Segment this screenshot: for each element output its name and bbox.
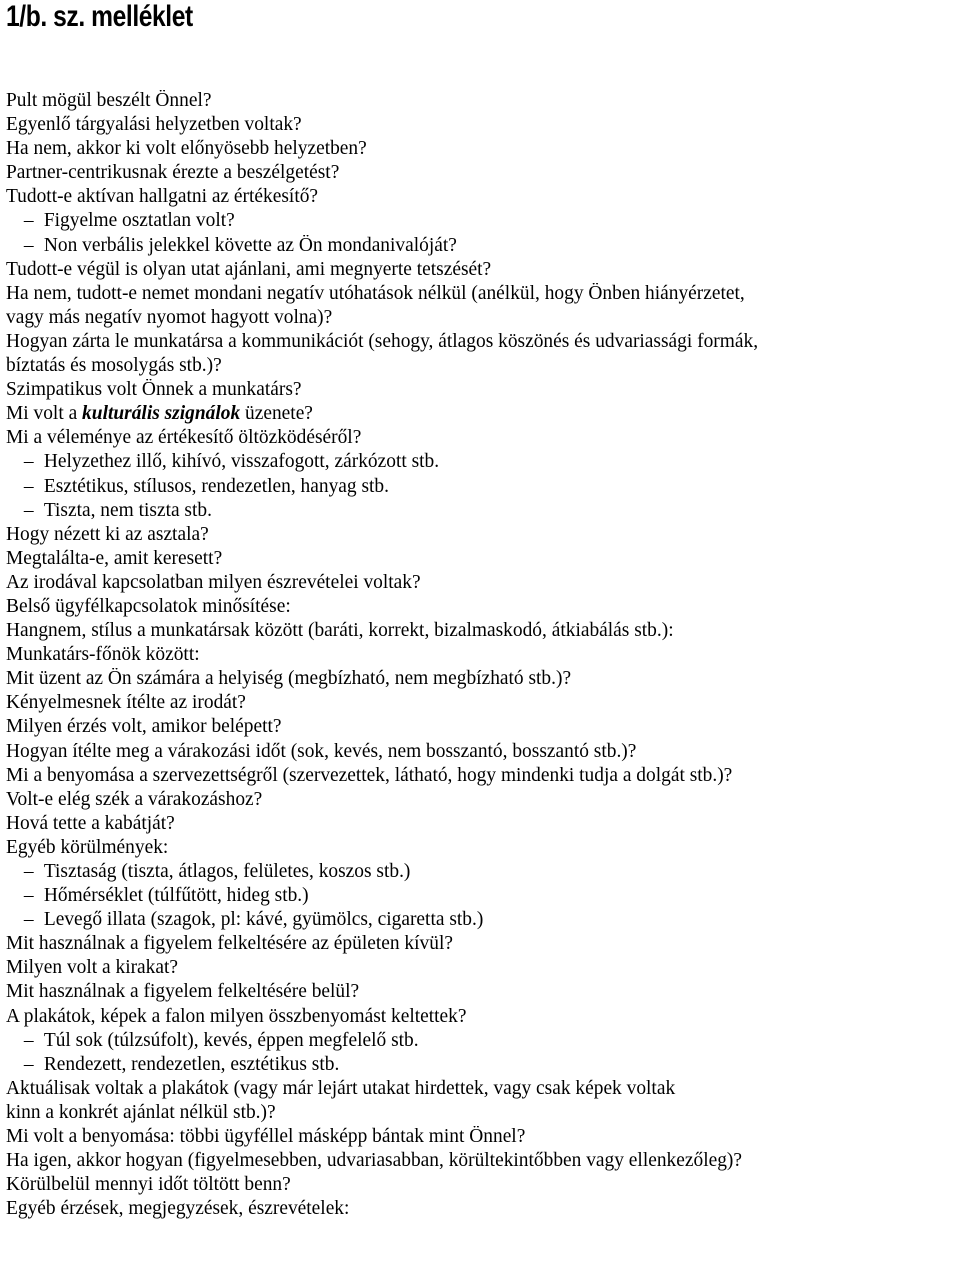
dash-bullet: – bbox=[23, 1029, 34, 1051]
dash-bullet: – bbox=[23, 234, 34, 256]
line-text: Milyen volt a kirakat? bbox=[6, 957, 179, 979]
line-text: Tudott-e aktívan hallgatni az értékesítő? bbox=[6, 186, 319, 208]
line-text: Ha igen, akkor hogyan (figyelmesebben, udvariasabban, körültekintőbben vagy ellenkezőleg)? bbox=[6, 1150, 743, 1172]
dash-bullet: – bbox=[23, 861, 34, 882]
emphasized-term: kulturális szignálok bbox=[82, 403, 241, 425]
sub-item-line bbox=[6, 209, 956, 233]
sub-item-line bbox=[6, 908, 956, 932]
question-line bbox=[6, 113, 956, 137]
line-text: Belső ügyfélkapcsolatok minősítése: bbox=[6, 595, 291, 617]
line-text: Egyenlő tárgyalási helyzetben voltak? bbox=[6, 114, 302, 136]
line-text: kinn a konkrét ajánlat nélkül stb.)? bbox=[6, 1101, 276, 1123]
line-text: Hőmérséklet (túlfűtött, hideg stb.) bbox=[43, 885, 309, 907]
question-line bbox=[6, 667, 956, 691]
sub-item-line bbox=[6, 234, 956, 258]
line-text: Rendezett, rendezetlen, esztétikus stb. bbox=[43, 1053, 340, 1075]
line-text: A plakátok, képek a falon milyen összbenyomást keltettek? bbox=[6, 1005, 467, 1027]
line-text: Non verbális jelekkel követte az Ön mondanivalóját? bbox=[43, 234, 457, 256]
line-text: Munkatárs-főnök között: bbox=[6, 644, 200, 666]
question-line bbox=[6, 764, 956, 788]
line-text: Hová tette a kabátját? bbox=[6, 812, 175, 834]
question-line bbox=[6, 378, 956, 402]
line-text: Levegő illata (szagok, pl: kávé, gyümölcs, cigaretta stb.) bbox=[43, 909, 484, 931]
line-text: Kényelmesnek ítélte az irodát? bbox=[6, 692, 246, 714]
question-line bbox=[6, 788, 956, 812]
dash-bullet: – bbox=[23, 210, 34, 232]
question-line bbox=[6, 1173, 956, 1197]
question-line bbox=[6, 282, 956, 306]
question-line bbox=[6, 932, 956, 956]
line-text: Volt-e elég szék a várakozáshoz? bbox=[6, 788, 263, 810]
line-text: Helyzethez illő, kihívó, visszafogott, zárkózott stb. bbox=[43, 451, 440, 473]
line-text: Szimpatikus volt Önnek a munkatárs? bbox=[6, 379, 302, 401]
question-line bbox=[6, 980, 956, 1004]
sub-item-line bbox=[6, 475, 956, 499]
line-text: Ha nem, akkor ki volt előnyösebb helyzetben? bbox=[6, 138, 367, 160]
question-line bbox=[6, 1125, 956, 1149]
question-line bbox=[6, 306, 956, 330]
line-text: Hogy nézett ki az asztala? bbox=[6, 523, 209, 545]
line-text: Hangnem, stílus a munkatársak között (baráti, korrekt, bizalmaskodó, átkiabálás stb.): bbox=[6, 620, 674, 642]
line-text: Mi volt a benyomása: többi ügyféllel másképp bántak mint Önnel? bbox=[6, 1126, 526, 1148]
question-line bbox=[6, 354, 956, 378]
question-line bbox=[6, 571, 956, 595]
question-line bbox=[6, 89, 956, 113]
line-text: Figyelme osztatlan volt? bbox=[43, 210, 235, 232]
question-line bbox=[6, 715, 956, 739]
question-line bbox=[6, 1197, 956, 1221]
line-text: Ha nem, tudott-e nemet mondani negatív utóhatások nélkül (anélkül, hogy Önben hiányérzetet, bbox=[6, 282, 745, 304]
question-line bbox=[6, 812, 956, 836]
question-line bbox=[6, 402, 956, 426]
line-text: Az irodával kapcsolatban milyen észrevételei voltak? bbox=[6, 571, 421, 593]
line-text: Megtalálta-e, amit keresett? bbox=[6, 547, 223, 569]
question-line bbox=[6, 523, 956, 547]
line-text: Esztétikus, stílusos, rendezetlen, hanyag stb. bbox=[43, 475, 389, 497]
line-text: Partner-centrikusnak érezte a beszélgetést? bbox=[6, 162, 340, 184]
dash-bullet: – bbox=[23, 499, 34, 521]
line-text: Tudott-e végül is olyan utat ajánlani, ami megnyerte tetszését? bbox=[6, 258, 492, 280]
page-title: 1/b. sz. melléklet bbox=[6, 0, 193, 33]
line-text: Tisztaság (tiszta, átlagos, felületes, koszos stb.) bbox=[43, 861, 411, 882]
line-text: Egyéb körülmények: bbox=[6, 836, 169, 858]
dash-bullet: – bbox=[23, 475, 34, 497]
dash-bullet: – bbox=[23, 885, 34, 907]
line-text: Mi a véleménye az értékesítő öltözködéséről? bbox=[6, 427, 362, 449]
line-text: Mi volt a bbox=[6, 403, 83, 425]
sub-item-line bbox=[6, 499, 956, 523]
line-text: Mit használnak a figyelem felkeltésére belül? bbox=[6, 981, 360, 1003]
line-text: Mit üzent az Ön számára a helyiség (megbízható, nem megbízható stb.)? bbox=[6, 668, 572, 690]
dash-bullet: – bbox=[23, 1053, 34, 1075]
question-line bbox=[6, 137, 956, 161]
question-line bbox=[6, 1101, 956, 1125]
question-line bbox=[6, 330, 956, 354]
question-line bbox=[6, 619, 956, 643]
line-text: Mi a benyomása a szervezettségről (szervezettek, látható, hogy mindenki tudja a dolgát stb.)? bbox=[6, 764, 733, 786]
line-text: vagy más negatív nyomot hagyott volna)? bbox=[6, 306, 333, 328]
line-text: Tiszta, nem tiszta stb. bbox=[43, 499, 212, 521]
sub-item-line bbox=[6, 860, 956, 884]
question-line bbox=[6, 161, 956, 185]
question-line bbox=[6, 595, 956, 619]
sub-item-line bbox=[6, 1053, 956, 1077]
dash-bullet: – bbox=[23, 451, 34, 473]
question-line bbox=[6, 691, 956, 715]
question-line bbox=[6, 1149, 956, 1173]
dash-bullet: – bbox=[23, 909, 34, 931]
question-line bbox=[6, 956, 956, 980]
sub-item-line bbox=[6, 884, 956, 908]
sub-item-line bbox=[6, 450, 956, 474]
line-text: Pult mögül beszélt Önnel? bbox=[6, 90, 212, 111]
question-line bbox=[6, 185, 956, 209]
line-text: Egyéb érzések, megjegyzések, észrevételek: bbox=[6, 1198, 350, 1220]
question-line bbox=[6, 547, 956, 571]
line-text: üzenete? bbox=[240, 403, 313, 425]
line-text: Milyen érzés volt, amikor belépett? bbox=[6, 716, 282, 738]
question-line bbox=[6, 258, 956, 282]
line-text: Hogyan zárta le munkatársa a kommunikációt (sehogy, átlagos köszönés és udvariassági formák, bbox=[6, 330, 759, 352]
line-text: Túl sok (túlzsúfolt), kevés, éppen megfelelő stb. bbox=[43, 1029, 419, 1051]
question-line bbox=[6, 426, 956, 450]
question-line bbox=[6, 643, 956, 667]
questionnaire-body bbox=[6, 89, 960, 1221]
question-line bbox=[6, 1005, 956, 1029]
line-text: Hogyan ítélte meg a várakozási időt (sok, kevés, nem bosszantó, bosszantó stb.)? bbox=[6, 740, 637, 762]
question-line bbox=[6, 740, 956, 764]
line-text: bíztatás és mosolygás stb.)? bbox=[6, 355, 222, 377]
line-text: Körülbelül mennyi időt töltött benn? bbox=[6, 1174, 291, 1196]
sub-item-line bbox=[6, 1029, 956, 1053]
line-text: Aktuálisak voltak a plakátok (vagy már lejárt utakat hirdettek, vagy csak képek voltak bbox=[6, 1077, 676, 1099]
line-text: Mit használnak a figyelem felkeltésére az épületen kívül? bbox=[6, 933, 453, 955]
question-line bbox=[6, 836, 956, 860]
question-line bbox=[6, 1077, 956, 1101]
